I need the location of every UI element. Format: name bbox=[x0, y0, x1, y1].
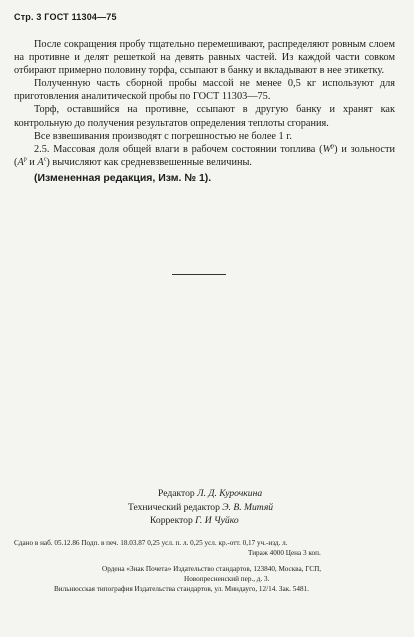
corrector-line: Корректор Г. И Чуйко bbox=[150, 515, 239, 526]
tech-editor-line: Технический редактор Э. В. Митяй bbox=[128, 501, 274, 513]
imprint-print-data: Сдано в наб. 05.12.86 Подп. в печ. 18.03.87 0,25 усл. п. л. 0,25 усл. кр.-отт. 0,17 уч.-изд. л. bbox=[14, 539, 288, 547]
imprint-publisher: Ордена «Знак Почета» Издательство стандартов, 123840, Москва, ГСП, bbox=[102, 565, 322, 573]
imprint-block bbox=[14, 538, 400, 594]
edition-note: (Измененная редакция, Изм. № 1). bbox=[34, 171, 212, 184]
paragraph-weighing: Все взвешивания производят с погрешностью не более 1 г. bbox=[34, 130, 292, 142]
page-header: Стр. 3 ГОСТ 11304—75 bbox=[14, 12, 117, 22]
imprint-circulation: Тираж 4000 Цена 3 коп. bbox=[248, 549, 321, 557]
imprint-publisher-address: Новопресненский пер., д. 3. bbox=[184, 575, 270, 583]
divider-rule bbox=[172, 274, 226, 275]
paragraph-sample-mass: Полученную часть сборной пробы массой не менее 0,5 кг используют для приготовления аналитической пробы по ГОСТ 11303—75. bbox=[14, 78, 395, 103]
editor-line: Редактор Л. Д. Курочкина bbox=[158, 488, 263, 499]
imprint-printer: Вильнюсская типография Издательства стандартов, ул. Миндауго, 12/14. Зак. 5481. bbox=[54, 585, 309, 593]
credits-block bbox=[128, 487, 398, 528]
paragraph-sample-reduction: После сокращения пробу тщательно перемешивают, распределяют ровным слоем на противне и делят решеткой на девять равных частей. Из каждой части совком отбирают примерно половину торфа, ссыпают в банку и вкладывают в нее этикетку. bbox=[14, 39, 395, 77]
paragraph-control-sample: Торф, оставшийся на противне, ссыпают в другую банку и хранят как контрольную до получения результатов определения теплоты сгорания. bbox=[14, 104, 395, 129]
body-text bbox=[14, 38, 395, 185]
paragraph-2-5: 2.5. Массовая доля общей влаги в рабочем состоянии топлива $(W^p)$ и зольности ($A^p$ и $A^c$) вычисляют как средневзвешенные величины. bbox=[14, 143, 395, 168]
